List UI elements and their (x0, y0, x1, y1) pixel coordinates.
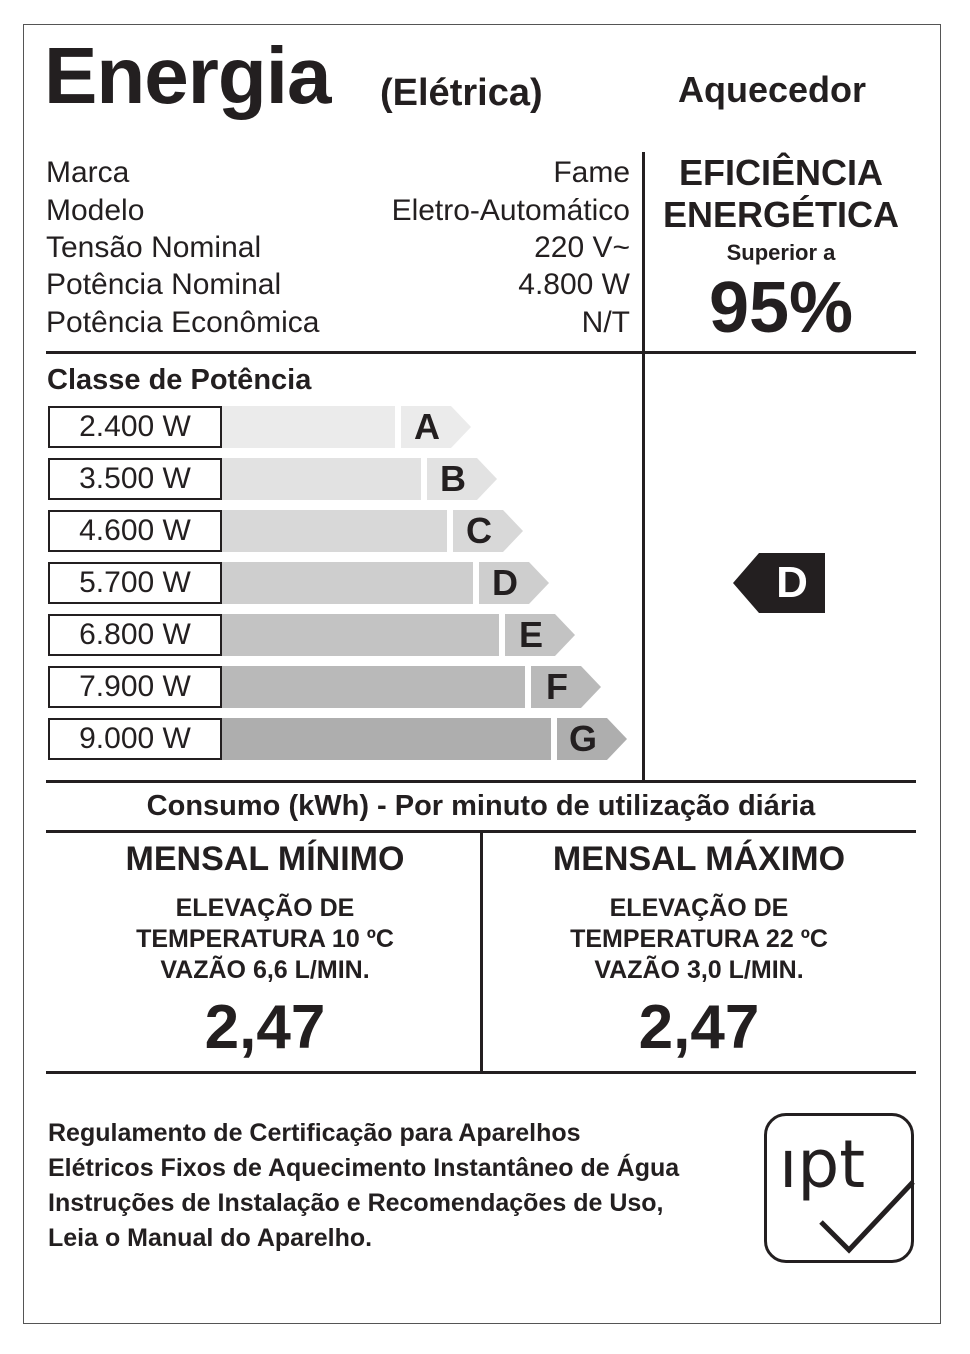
power-class-arrow (401, 406, 471, 448)
ipt-logo (764, 1113, 914, 1263)
power-class-letter: G (568, 718, 597, 759)
ipt-logo-text: ıpt (779, 1126, 866, 1203)
power-class-value: 3.500 W (48, 458, 222, 500)
spec-label-eco-power: Potência Econômica (46, 306, 320, 339)
consumption-title: Consumo (kWh) - Por minuto de utilização diária (146, 790, 816, 822)
spec-label-power: Potência Nominal (46, 268, 282, 301)
power-class-bar (222, 718, 551, 760)
power-class-value: 4.600 W (48, 510, 222, 552)
min-value: 2,47 (204, 993, 326, 1062)
power-class-title: Classe de Potência (47, 364, 312, 396)
max-title: MENSAL MÁXIMO (552, 840, 846, 878)
power-class-value: 5.700 W (48, 562, 222, 604)
spec-label-voltage: Tensão Nominal (46, 231, 262, 264)
power-class-value: 9.000 W (48, 718, 222, 760)
power-class-bar (222, 510, 447, 552)
spec-value-brand: Fame (553, 156, 630, 189)
power-class-arrow (453, 510, 523, 552)
efficiency-label-line1: EFICIÊNCIA (678, 152, 883, 193)
label-title: Energia (44, 31, 331, 120)
power-class-letter: F (546, 666, 568, 707)
efficiency-value: 95% (708, 268, 854, 348)
spec-value-model: Eletro-Automático (391, 194, 630, 227)
efficiency-label-line2: ENERGÉTICA (662, 194, 900, 235)
spec-value-eco-power: N/T (581, 306, 630, 339)
power-class-bar (222, 614, 499, 656)
power-class-arrow (427, 458, 497, 500)
footer-line1: Regulamento de Certificação para Aparelhos (48, 1119, 581, 1147)
divider-vertical-top (642, 152, 645, 782)
divider-classes (46, 780, 916, 783)
power-class-bar (222, 666, 525, 708)
footer-line3: Instruções de Instalação e Recomendações de Uso, (48, 1189, 664, 1217)
label-subtitle: (Elétrica) (380, 72, 543, 114)
power-class-arrow (479, 562, 549, 604)
spec-label-brand: Marca (46, 156, 130, 189)
power-class-arrow (531, 666, 601, 708)
power-class-bar (222, 458, 421, 500)
spec-label-model: Modelo (46, 194, 145, 227)
power-class-arrow (505, 614, 575, 656)
product-type: Aquecedor (678, 69, 867, 110)
footer-line2: Elétricos Fixos de Aquecimento Instantâneo de Água (48, 1154, 680, 1182)
min-line3: VAZÃO 6,6 L/MIN. (160, 956, 370, 984)
power-class-letter: C (466, 510, 492, 551)
selected-class-indicator (733, 553, 825, 613)
max-line2: TEMPERATURA 22 ºC (570, 925, 828, 953)
max-value: 2,47 (638, 993, 760, 1062)
power-class-bar (222, 406, 395, 448)
divider-consumption (46, 1071, 916, 1074)
power-class-arrow (557, 718, 627, 760)
power-class-value: 6.800 W (48, 614, 222, 656)
spec-value-power: 4.800 W (518, 268, 630, 301)
footer-line4: Leia o Manual do Aparelho. (48, 1224, 373, 1252)
selected-class-letter: D (776, 558, 808, 607)
divider-specs (46, 351, 916, 354)
min-line2: TEMPERATURA 10 ºC (136, 925, 394, 953)
spec-value-voltage: 220 V~ (534, 231, 630, 264)
max-line1: ELEVAÇÃO DE (609, 894, 789, 922)
efficiency-qualifier: Superior a (726, 240, 836, 265)
min-title: MENSAL MÍNIMO (125, 840, 405, 878)
min-line1: ELEVAÇÃO DE (175, 894, 355, 922)
power-class-letter: B (440, 458, 466, 499)
power-class-value: 2.400 W (48, 406, 222, 448)
power-class-bar (222, 562, 473, 604)
power-class-letter: A (414, 406, 440, 447)
divider-vertical-consumption (480, 830, 483, 1074)
power-class-value: 7.900 W (48, 666, 222, 708)
checkmark-icon (817, 1178, 917, 1258)
power-class-letter: E (518, 614, 543, 655)
max-line3: VAZÃO 3,0 L/MIN. (594, 956, 804, 984)
power-class-letter: D (492, 562, 518, 603)
